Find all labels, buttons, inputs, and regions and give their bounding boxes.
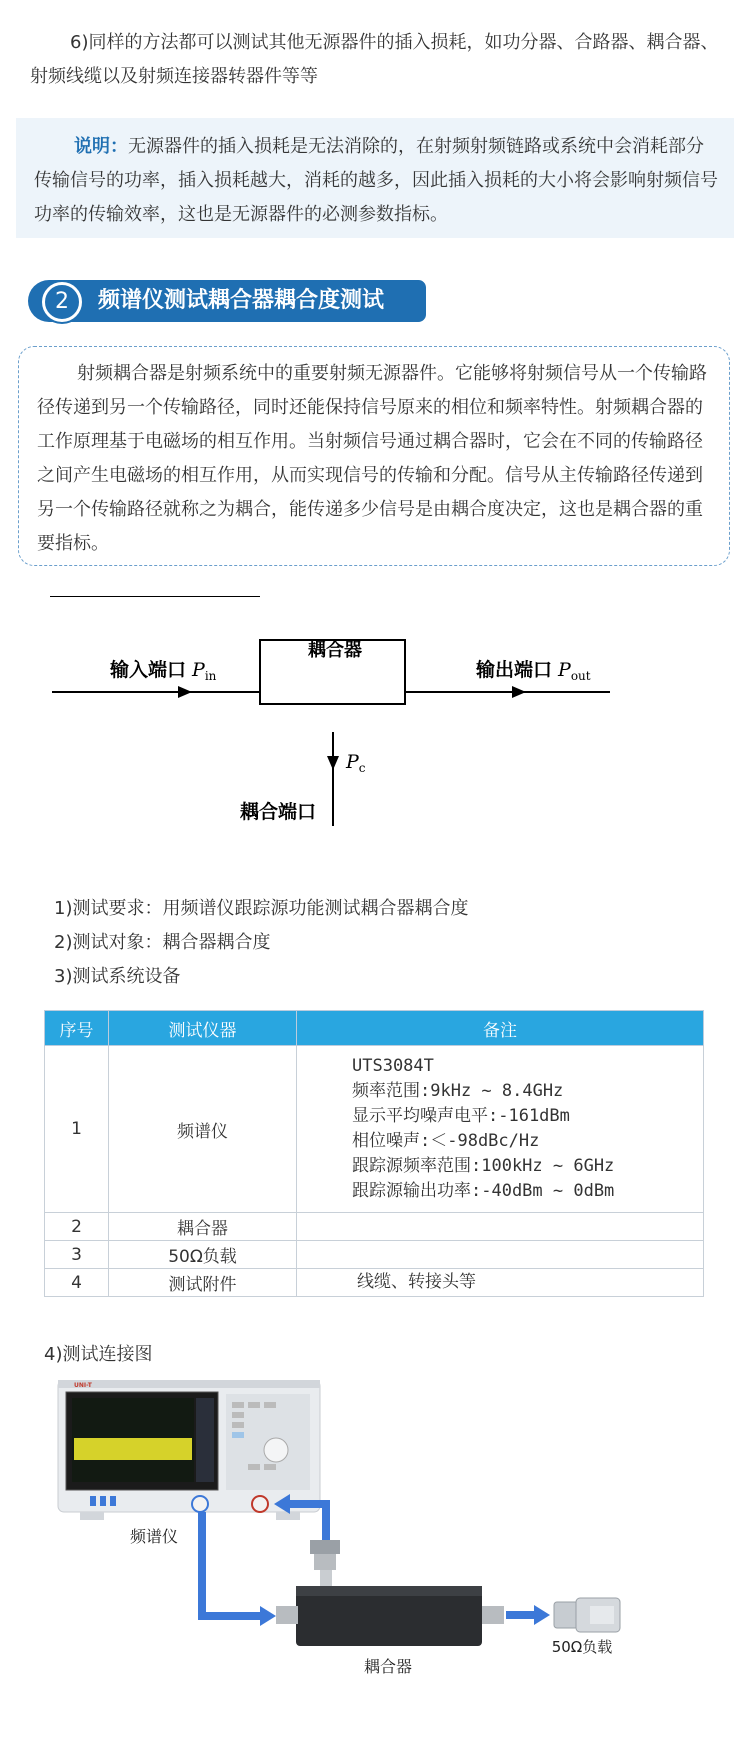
row-name: 测试附件: [109, 1269, 297, 1297]
spectrum-trace: [74, 1438, 192, 1460]
note-line: 相位噪声:＜-98dBc/Hz: [352, 1131, 540, 1151]
output-arrow: [512, 686, 526, 698]
equipment-table: [44, 1010, 704, 1297]
row-name: 频谱仪: [109, 1046, 297, 1213]
note-body: 无源器件的插入损耗是无法消除的，在射频射频链路或系统中会消耗部分传输信号的功率，插入损耗越大，消耗的越多，因此插入损耗的大小将会影响射频信号功率的传输效率，这也是无源器件的必测参数指标。: [34, 136, 718, 225]
note-label: 说明：: [74, 136, 128, 157]
arrow-head-load: [534, 1605, 550, 1625]
intro-text: 射频耦合器是射频系统中的重要射频无源器件。它能够将射频信号从一个传输路径传递到另一个传输路径，同时还能保持信号原来的相位和频率特性。射频耦合器的工作原理基于电磁场的相互作用。当射频信号通过耦合器时，它会在不同的传输路径之间产生电磁场的相互作用，从而实现信号的传输和分配。信号从主传输路径传递到另一个传输路径就称之为耦合，能传递多少信号是由耦合度决定，这也是耦合器的重要指标。: [37, 363, 707, 554]
output-subscript: out: [570, 669, 591, 683]
arrow-head-out: [260, 1606, 276, 1626]
section-number: 2: [42, 282, 82, 322]
output-port-text: 输出端口: [476, 659, 553, 681]
section-heading: [28, 280, 426, 322]
header-notes: 备注: [297, 1011, 704, 1046]
input-subscript: in: [204, 669, 217, 683]
note-line: 显示平均噪声电平:-161dBm: [352, 1106, 570, 1126]
load-device: [554, 1598, 620, 1632]
row-no: 4: [45, 1269, 109, 1297]
row-name: 50Ω负载: [109, 1241, 297, 1269]
header-instrument: 测试仪器: [109, 1011, 297, 1046]
table-header-row: [45, 1011, 704, 1046]
load-label: 50Ω负载: [551, 1638, 613, 1656]
note-box: [16, 118, 734, 238]
coupler-label: 耦合器: [308, 640, 362, 661]
intro-box: [18, 346, 730, 566]
coupled-symbol-label: [345, 751, 366, 775]
coupled-symbol: P: [346, 751, 359, 773]
connection-diagram: [50, 1380, 710, 1750]
requirement-2: 2)测试对象：耦合器耦合度: [54, 932, 271, 953]
table-row: [45, 1269, 704, 1297]
spectrum-analyzer: [58, 1380, 320, 1520]
coupled-port-label: 耦合端口: [240, 801, 317, 823]
connection-title: 4)测试连接图: [44, 1344, 153, 1365]
row-notes: 线缆、转接头等: [297, 1269, 704, 1297]
rf-input-port: [252, 1496, 268, 1512]
analyzer-label: 频谱仪: [129, 1527, 179, 1546]
input-arrow: [178, 686, 192, 698]
input-port-text: 输入端口: [110, 659, 187, 681]
paragraph-step6: 6)同样的方法都可以测试其他无源器件的插入损耗，如功分器、合路器、耦合器、射频线缆以及射频连接器转器件等等: [30, 32, 719, 87]
input-symbol: P: [192, 659, 205, 681]
coupler-diagram: [50, 596, 700, 826]
row-notes: [297, 1213, 704, 1241]
note-text: [34, 130, 718, 232]
requirement-3: 3)测试系统设备: [54, 966, 181, 987]
requirement-1: 1)测试要求：用频谱仪跟踪源功能测试耦合器耦合度: [54, 898, 469, 919]
section-title: 频谱仪测试耦合器耦合度测试: [98, 288, 385, 313]
coupled-subscript: c: [358, 761, 366, 775]
row-no: 3: [45, 1241, 109, 1269]
note-line: UTS3084T: [352, 1056, 434, 1076]
input-port-label: [109, 658, 217, 683]
table-row: [45, 1213, 704, 1241]
output-port-label: [475, 658, 591, 683]
output-symbol: P: [558, 659, 571, 681]
header-no: 序号: [45, 1011, 109, 1046]
row-name: 耦合器: [109, 1213, 297, 1241]
brand-logo: UNI-T: [74, 1382, 92, 1389]
tracking-source-port: [192, 1496, 208, 1512]
analyzer-knob: [264, 1438, 288, 1462]
note-line: 频率范围:9kHz ~ 8.4GHz: [352, 1081, 564, 1101]
note-line: 跟踪源频率范围:100kHz ~ 6GHz: [352, 1156, 615, 1176]
cable-arrow-out: [202, 1512, 262, 1616]
table-row: [45, 1241, 704, 1269]
row-no: 2: [45, 1213, 109, 1241]
coupled-arrow: [327, 756, 339, 770]
coupler-device: [276, 1540, 504, 1646]
table-row: [45, 1046, 704, 1213]
coupler-device-label: 耦合器: [363, 1657, 413, 1676]
row-notes: [297, 1241, 704, 1269]
row-no: 1: [45, 1046, 109, 1213]
row-notes: [297, 1046, 704, 1213]
note-line: 跟踪源输出功率:-40dBm ~ 0dBm: [352, 1181, 615, 1201]
